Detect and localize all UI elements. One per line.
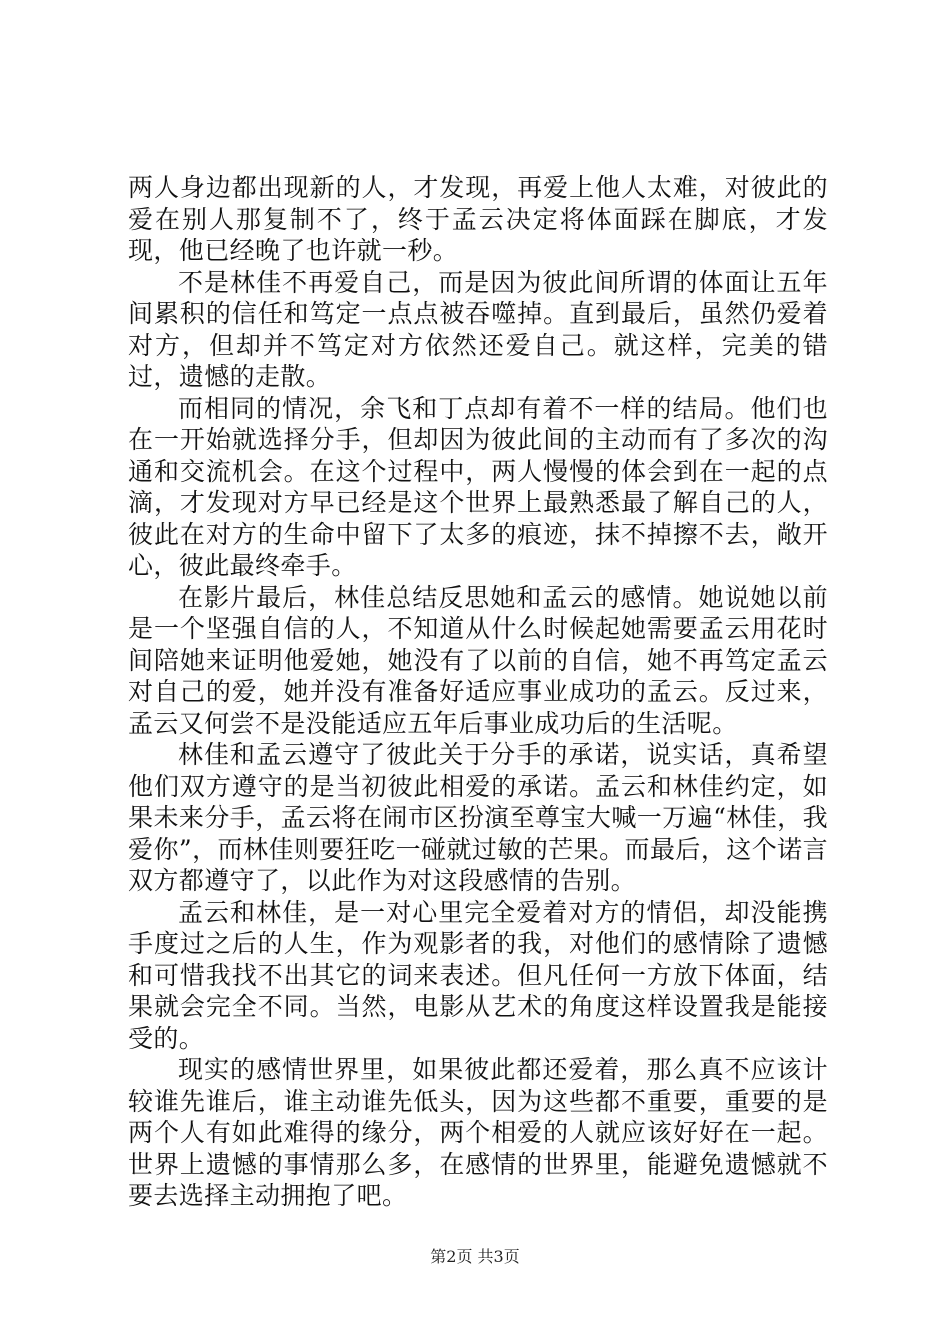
paragraph-6: 孟云和林佳，是一对心里完全爱着对方的情侣，却没能携手度过之后的人生，作为观影者的我，对他们的感情除了遗憾和可惜我找不出其它的词来表述。但凡任何一方放下体面，结果就会完全不同。当然，电影从艺术的角度这样设置我是能接受的。 — [128, 897, 828, 1053]
paragraph-1: 两人身边都出现新的人，才发现，再爱上他人太难，对彼此的爱在别人那复制不了，终于孟云决定将体面踩在脚底，才发现，他已经晚了也许就一秒。 — [128, 173, 828, 265]
document-body — [128, 172, 828, 1212]
paragraph-2: 不是林佳不再爱自己，而是因为彼此间所谓的体面让五年间累积的信任和笃定一点点被吞噬掉。直到最后，虽然仍爱着对方，但却并不笃定对方依然还爱自己。就这样，完美的错过，遗憾的走散。 — [128, 267, 828, 391]
paragraph-5: 林佳和孟云遵守了彼此关于分手的承诺，说实话，真希望他们双方遵守的是当初彼此相爱的承诺。孟云和林佳约定，如果未来分手，孟云将在闹市区扮演至尊宝大喊一万遍“林佳，我爱你”，而林佳则要狂吃一碰就过敏的芒果。而最后，这个诺言双方都遵守了，以此作为对这段感情的告别。 — [128, 740, 828, 895]
page-footer: 第2页 共3页 — [430, 1247, 520, 1266]
paragraph-7: 现实的感情世界里，如果彼此都还爱着，那么真不应该计较谁先谁后，谁主动谁先低头，因为这些都不重要，重要的是两个人有如此难得的缘分，两个相爱的人就应该好好在一起。世界上遗憾的事情那么多，在感情的世界里，能避免遗憾就不要去选择主动拥抱了吧。 — [128, 1055, 828, 1210]
paragraph-4: 在影片最后，林佳总结反思她和孟云的感情。她说她以前是一个坚强自信的人，不知道从什么时候起她需要孟云用花时间陪她来证明他爱她，她没有了以前的自信，她不再笃定孟云对自己的爱，她并没有准备好适应事业成功的孟云。反过来，孟云又何尝不是没能适应五年后事业成功后的生活呢。 — [128, 582, 828, 738]
paragraph-3: 而相同的情况，余飞和丁点却有着不一样的结局。他们也在一开始就选择分手，但却因为彼此间的主动而有了多次的沟通和交流机会。在这个过程中，两人慢慢的体会到在一起的点滴，才发现对方早已经是这个世界上最熟悉最了解自己的人，彼此在对方的生命中留下了太多的痕迹，抹不掉擦不去，敞开心，彼此最终牵手。 — [128, 393, 828, 580]
